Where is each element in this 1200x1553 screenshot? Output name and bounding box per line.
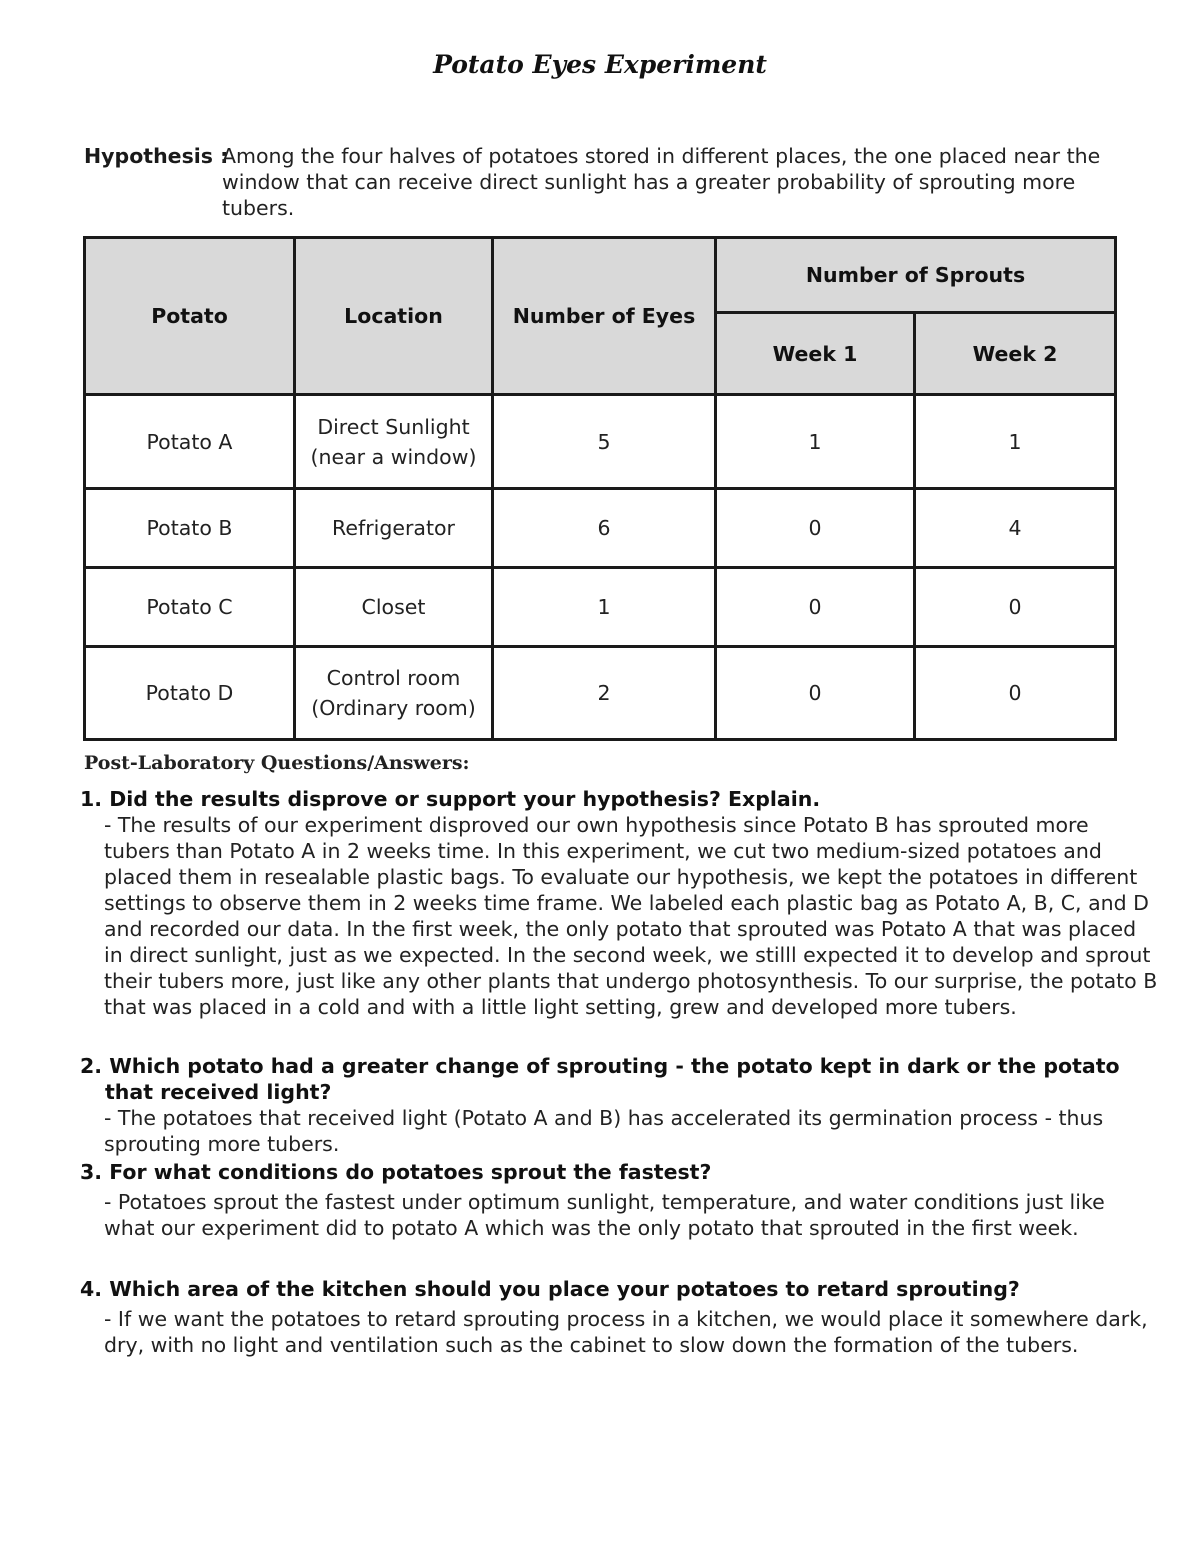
location-line: Closet bbox=[361, 595, 426, 619]
cell-week-1: 0 bbox=[716, 489, 915, 568]
cell-week-2: 0 bbox=[915, 647, 1116, 740]
cell-location bbox=[295, 647, 493, 740]
answer-text: - If we want the potatoes to retard sprouting process in a kitchen, we would place it somewhere dark, dry, with no light and ventilation such as the cabinet to slow down the formation of the tubers. bbox=[104, 1307, 1148, 1357]
qa-item bbox=[80, 786, 1160, 1020]
question-text: 3. For what conditions do potatoes sprout the fastest? bbox=[80, 1160, 712, 1184]
cell-location bbox=[295, 489, 493, 568]
cell-week-1: 1 bbox=[716, 395, 915, 489]
location-line: (Ordinary room) bbox=[311, 696, 476, 720]
location-line: Refrigerator bbox=[332, 516, 455, 540]
answer-text: - Potatoes sprout the fastest under optimum sunlight, temperature, and water conditions just like what our experiment did to potato A which was the only potato that sprouted in the first week. bbox=[104, 1190, 1105, 1240]
qa-item bbox=[80, 1276, 1160, 1358]
header-week-1: Week 1 bbox=[716, 313, 915, 395]
cell-location bbox=[295, 568, 493, 647]
cell-eyes: 6 bbox=[493, 489, 716, 568]
cell-location bbox=[295, 395, 493, 489]
question-text: 4. Which area of the kitchen should you place your potatoes to retard sprouting? bbox=[80, 1277, 1020, 1301]
table-row bbox=[85, 489, 1116, 568]
cell-week-2: 1 bbox=[915, 395, 1116, 489]
cell-potato: Potato C bbox=[85, 568, 295, 647]
header-week-2: Week 2 bbox=[915, 313, 1116, 395]
question-text: 2. Which potato had a greater change of sprouting - the potato kept in dark or the potato that received light? bbox=[80, 1054, 1120, 1104]
cell-potato: Potato B bbox=[85, 489, 295, 568]
post-lab-heading: Post-Laboratory Questions/Answers: bbox=[84, 752, 470, 774]
results-table bbox=[83, 236, 1117, 741]
cell-week-1: 0 bbox=[716, 568, 915, 647]
hypothesis-text: Among the four halves of potatoes stored in different places, the one placed near the window that can receive direct sunlight has a greater probability of sprouting more tubers. bbox=[222, 144, 1101, 220]
cell-week-1: 0 bbox=[716, 647, 915, 740]
table-row bbox=[85, 647, 1116, 740]
cell-eyes: 5 bbox=[493, 395, 716, 489]
cell-potato: Potato D bbox=[85, 647, 295, 740]
hypothesis-section bbox=[84, 143, 1154, 221]
header-number-of-sprouts: Number of Sprouts bbox=[716, 238, 1116, 313]
table-header-row bbox=[85, 238, 1116, 313]
location-line: Direct Sunlight bbox=[317, 414, 470, 439]
header-location: Location bbox=[295, 238, 493, 395]
cell-eyes: 1 bbox=[493, 568, 716, 647]
table-row bbox=[85, 568, 1116, 647]
answer-text: - The potatoes that received light (Potato A and B) has accelerated its germination process - thus sprouting more tubers. bbox=[104, 1106, 1104, 1156]
qa-item bbox=[80, 1159, 1160, 1241]
cell-potato: Potato A bbox=[85, 395, 295, 489]
location-line: (near a window) bbox=[310, 444, 477, 469]
question-text: 1. Did the results disprove or support your hypothesis? Explain. bbox=[80, 787, 821, 811]
hypothesis-label: Hypothesis : bbox=[84, 144, 229, 168]
cell-eyes: 2 bbox=[493, 647, 716, 740]
cell-week-2: 4 bbox=[915, 489, 1116, 568]
location-line: Control room bbox=[326, 666, 461, 690]
header-number-of-eyes: Number of Eyes bbox=[493, 238, 716, 395]
page-title: Potato Eyes Experiment bbox=[433, 50, 767, 79]
qa-item bbox=[80, 1053, 1160, 1157]
cell-week-2: 0 bbox=[915, 568, 1116, 647]
header-potato: Potato bbox=[85, 238, 295, 395]
table-row bbox=[85, 395, 1116, 489]
answer-text: - The results of our experiment disproved our own hypothesis since Potato B has sprouted more tubers than Potato A in 2 weeks time. In this experiment, we cut two medium-sized potatoes and placed them in resealable plastic bags. To evaluate our hypothesis, we kept the potatoes in different settings to observe them in 2 weeks time frame. We labeled each plastic bag as Potato A, B, C, and D and recorded our data. In the first week, the only potato that sprouted was Potato A that was placed in direct sunlight, just as we expected. In the second week, we stilll expected it to develop and sprout their tubers more, just like any other plants that undergo photosynthesis. To our surprise, the potato B that was placed in a cold and with a little light setting, grew and developed more tubers. bbox=[104, 813, 1158, 1019]
